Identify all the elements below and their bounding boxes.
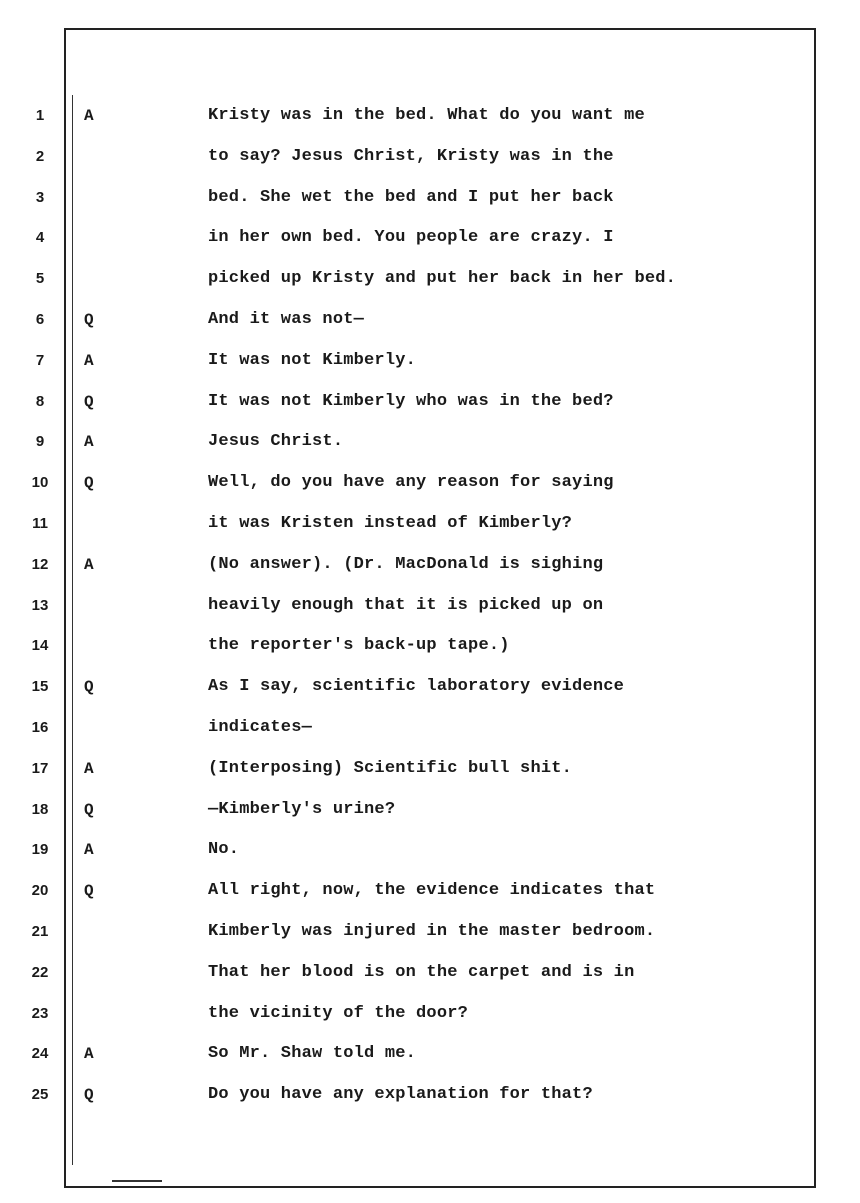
line-text: Kimberly was injured in the master bedroom. (208, 921, 656, 941)
line-number: 13 (31, 596, 49, 614)
transcript-line (0, 421, 860, 462)
transcript-line (0, 95, 860, 136)
speaker-label: Q (84, 1086, 94, 1105)
transcript-line (0, 258, 860, 299)
transcript-line (0, 625, 860, 666)
line-number: 1 (35, 107, 45, 124)
line-text: indicates— (208, 717, 313, 737)
speaker-label: Q (84, 392, 94, 411)
line-number: 25 (31, 1086, 49, 1104)
transcript-line (0, 462, 860, 503)
line-text: (No answer). (Dr. MacDonald is sighing (208, 554, 604, 574)
line-text: —Kimberly's urine? (208, 799, 396, 819)
transcript-line (0, 1033, 860, 1074)
transcript-line (0, 381, 860, 422)
line-text: That her blood is on the carpet and is in (208, 962, 635, 982)
line-number: 15 (31, 678, 49, 696)
speaker-label: Q (84, 310, 94, 329)
speaker-label: A (84, 759, 94, 778)
line-text: Kristy was in the bed. What do you want me (208, 106, 645, 125)
line-text: Jesus Christ. (208, 432, 344, 452)
transcript-line (0, 503, 860, 544)
line-number: 12 (31, 555, 49, 573)
line-number: 11 (32, 514, 48, 532)
speaker-label: A (84, 555, 94, 574)
line-text: And it was not— (208, 309, 365, 329)
line-number: 4 (35, 229, 45, 247)
line-number: 8 (35, 392, 45, 410)
line-number: 21 (31, 922, 49, 940)
line-text: the reporter's back-up tape.) (208, 636, 510, 656)
speaker-label: A (84, 107, 94, 125)
line-text: It was not Kimberly who was in the bed? (208, 391, 614, 411)
speaker-label: Q (84, 882, 94, 901)
line-number: 10 (31, 474, 49, 492)
speaker-label: Q (84, 678, 94, 697)
line-number: 17 (31, 759, 49, 777)
line-number: 14 (31, 637, 49, 655)
transcript-line (0, 911, 860, 952)
line-number: 9 (35, 433, 45, 451)
transcript-line (0, 1074, 860, 1115)
speaker-label: A (84, 1045, 94, 1064)
transcript-line (0, 993, 860, 1034)
transcript-line (0, 707, 860, 748)
line-number: 23 (31, 1004, 49, 1022)
transcript-body (0, 95, 860, 1115)
speaker-label: Q (84, 474, 94, 493)
line-text: heavily enough that it is picked up on (208, 595, 604, 615)
line-text: picked up Kristy and put her back in her bed. (208, 269, 677, 289)
line-text: in her own bed. You people are crazy. I (208, 228, 614, 248)
transcript-line (0, 829, 860, 870)
line-number: 19 (31, 841, 49, 859)
line-number: 22 (31, 963, 49, 981)
transcript-line (0, 748, 860, 789)
line-text: Do you have any explanation for that? (208, 1085, 593, 1105)
line-text: (Interposing) Scientific bull shit. (208, 758, 573, 778)
transcript-line (0, 217, 860, 258)
transcript-line (0, 585, 860, 626)
line-text: All right, now, the evidence indicates that (208, 881, 656, 901)
transcript-line (0, 340, 860, 381)
speaker-label: Q (84, 800, 94, 819)
line-text: to say? Jesus Christ, Kristy was in the (208, 146, 614, 166)
line-number: 7 (35, 351, 45, 369)
speaker-label: A (84, 351, 94, 370)
line-text: No. (208, 840, 240, 860)
line-text: So Mr. Shaw told me. (208, 1044, 417, 1064)
line-number: 16 (31, 718, 49, 736)
transcript-line (0, 544, 860, 585)
footer-mark (112, 1180, 162, 1182)
line-text: it was Kristen instead of Kimberly? (208, 513, 573, 533)
speaker-label: A (84, 841, 94, 860)
line-text: It was not Kimberly. (208, 350, 417, 370)
transcript-line (0, 789, 860, 830)
transcript-line (0, 136, 860, 177)
line-number: 3 (35, 188, 45, 206)
line-number: 20 (31, 882, 49, 900)
line-text: Well, do you have any reason for saying (208, 473, 614, 493)
line-number: 6 (35, 310, 45, 328)
transcript-line (0, 870, 860, 911)
transcript-line (0, 299, 860, 340)
line-number: 5 (35, 270, 45, 288)
line-number: 24 (31, 1045, 49, 1063)
line-number: 18 (31, 800, 49, 818)
line-text: the vicinity of the door? (208, 1003, 469, 1023)
line-number: 2 (35, 147, 45, 165)
speaker-label: A (84, 433, 94, 452)
transcript-line (0, 952, 860, 993)
line-text: As I say, scientific laboratory evidence (208, 677, 625, 697)
transcript-line (0, 666, 860, 707)
line-text: bed. She wet the bed and I put her back (208, 187, 614, 207)
transcript-line (0, 177, 860, 218)
